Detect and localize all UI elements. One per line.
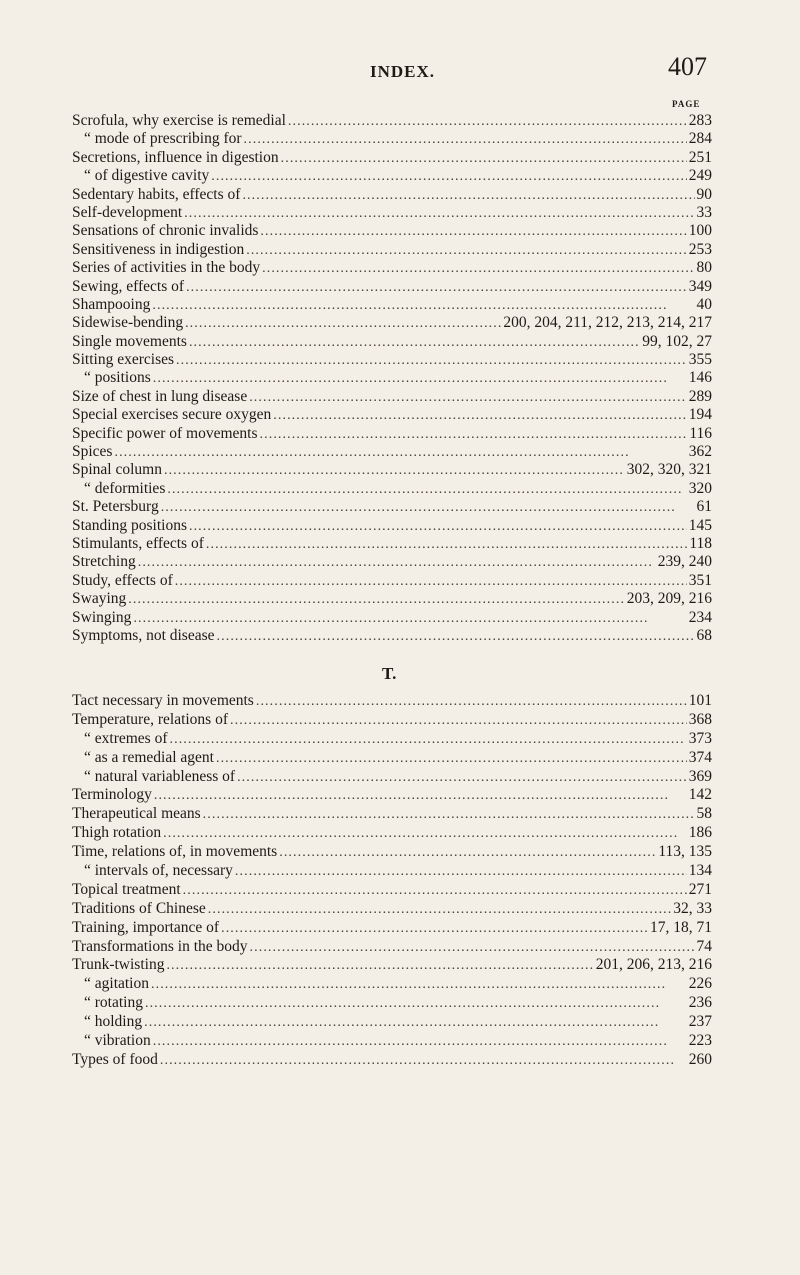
entry-text: “ deformities — [84, 479, 166, 497]
entry-text: Swinging — [72, 608, 132, 626]
entry-pages: 355 — [688, 351, 712, 369]
entry-pages: 369 — [688, 767, 712, 785]
entry-text: Special exercises secure oxygen — [72, 406, 272, 424]
index-entry — [72, 241, 712, 259]
index-entry — [72, 994, 712, 1013]
dot-leader — [166, 956, 593, 975]
dot-leader — [279, 843, 656, 862]
index-entry — [72, 535, 712, 553]
entry-pages: 249 — [688, 167, 712, 185]
entry-text: Stretching — [72, 553, 136, 571]
index-entry — [72, 112, 712, 130]
dot-leader — [153, 1032, 687, 1051]
entry-pages: 68 — [696, 626, 712, 644]
entry-pages: 101 — [688, 692, 712, 709]
index-entry — [72, 862, 712, 881]
entry-text: Terminology — [72, 786, 152, 804]
entry-text: “ vibration — [84, 1032, 151, 1050]
entry-text: Size of chest in lung disease — [72, 387, 248, 405]
entry-pages: 203, 209, 216 — [626, 590, 712, 608]
entry-text: “ holding — [84, 1013, 143, 1031]
entry-text: Self-development — [72, 203, 183, 221]
entry-pages: 223 — [688, 1032, 712, 1050]
index-entry — [72, 278, 712, 296]
entry-pages: 90 — [696, 185, 712, 203]
index-entry — [72, 517, 712, 535]
entry-pages: 194 — [688, 406, 712, 424]
entry-text: Traditions of Chinese — [72, 899, 206, 917]
entry-text: “ extremes of — [84, 729, 168, 747]
dot-leader — [145, 994, 687, 1013]
dot-leader — [216, 749, 687, 768]
dot-leader — [242, 186, 694, 204]
index-section-t — [72, 692, 712, 1070]
dot-leader — [260, 425, 688, 443]
entry-pages: 351 — [688, 571, 712, 589]
dot-leader — [164, 461, 625, 479]
index-entry — [72, 130, 712, 148]
entry-pages: 226 — [688, 975, 712, 993]
entry-pages: 373 — [688, 729, 712, 747]
dot-leader — [154, 786, 687, 805]
index-entry — [72, 627, 712, 645]
dot-leader — [262, 259, 694, 277]
dot-leader — [186, 278, 687, 296]
index-entry — [72, 843, 712, 862]
page-column-label: PAGE — [672, 99, 701, 109]
dot-leader — [144, 1013, 687, 1032]
entry-text: “ positions — [84, 369, 151, 387]
index-entry — [72, 590, 712, 608]
index-entry — [72, 186, 712, 204]
index-entry — [72, 572, 712, 590]
dot-leader — [206, 535, 687, 553]
entry-pages: 134 — [688, 862, 712, 880]
entry-text: Therapeutical means — [72, 805, 201, 823]
entry-pages: 362 — [688, 443, 712, 461]
index-entry — [72, 369, 712, 387]
dot-leader — [237, 768, 687, 787]
dot-leader — [246, 241, 687, 259]
entry-pages: 236 — [688, 994, 712, 1012]
page-number: 407 — [668, 52, 707, 81]
entry-text: Study, effects of — [72, 571, 173, 589]
dot-leader — [138, 553, 656, 571]
index-entry — [72, 461, 712, 479]
index-entry — [72, 824, 712, 843]
entry-pages: 17, 18, 71 — [650, 918, 712, 936]
dot-leader — [152, 296, 694, 314]
dot-leader — [183, 881, 687, 900]
entry-pages: 368 — [688, 710, 712, 728]
entry-text: Sedentary habits, effects of — [72, 185, 241, 203]
entry-pages: 201, 206, 213, 216 — [595, 956, 712, 974]
entry-pages: 320 — [688, 479, 712, 497]
entry-text: Tact necessary in movements — [72, 692, 254, 709]
dot-leader — [176, 351, 687, 369]
entry-pages: 142 — [688, 786, 712, 804]
index-entry — [72, 938, 712, 957]
entry-pages: 33 — [696, 203, 712, 221]
entry-pages: 186 — [688, 824, 712, 842]
index-entry — [72, 1051, 712, 1070]
entry-pages: 283 — [688, 112, 712, 129]
entry-text: Transformations in the body — [72, 937, 248, 955]
entry-pages: 237 — [688, 1013, 712, 1031]
dot-leader — [114, 443, 686, 461]
dot-leader — [211, 167, 687, 185]
entry-pages: 74 — [696, 937, 712, 955]
index-entry — [72, 553, 712, 571]
index-entry — [72, 314, 712, 332]
entry-pages: 302, 320, 321 — [626, 461, 712, 479]
index-entry — [72, 498, 712, 516]
entry-text: Series of activities in the body — [72, 259, 261, 277]
entry-text: “ agitation — [84, 975, 149, 993]
index-entry — [72, 388, 712, 406]
index-entry — [72, 149, 712, 167]
dot-leader — [189, 517, 687, 535]
dot-leader — [167, 480, 686, 498]
entry-text: “ as a remedial agent — [84, 748, 214, 766]
dot-leader — [189, 333, 640, 351]
entry-pages: 200, 204, 211, 212, 213, 214, 217 — [503, 314, 712, 332]
entry-pages: 271 — [688, 880, 712, 898]
entry-pages: 145 — [688, 516, 712, 534]
entry-text: Sidewise-bending — [72, 314, 184, 332]
dot-leader — [260, 222, 686, 240]
entry-text: “ rotating — [84, 994, 143, 1012]
entry-text: Shampooing — [72, 295, 151, 313]
entry-text: Sensations of chronic invalids — [72, 222, 259, 240]
entry-text: Spinal column — [72, 461, 162, 479]
entry-pages: 251 — [688, 148, 712, 166]
dot-leader — [217, 627, 695, 645]
entry-text: Specific power of movements — [72, 424, 258, 442]
entry-pages: 58 — [696, 805, 712, 823]
entry-pages: 40 — [696, 295, 712, 313]
entry-pages: 116 — [689, 424, 712, 442]
entry-text: “ of digestive cavity — [84, 167, 210, 185]
entry-pages: 61 — [696, 498, 712, 516]
entry-text: “ mode of prescribing for — [84, 130, 242, 148]
index-entry — [72, 749, 712, 768]
entry-text: Single movements — [72, 332, 187, 350]
index-section-s — [72, 112, 712, 645]
dot-leader — [163, 824, 687, 843]
dot-leader — [208, 900, 671, 919]
entry-pages: 113, 135 — [658, 843, 712, 861]
dot-leader — [230, 711, 687, 730]
index-entry — [72, 480, 712, 498]
dot-leader — [221, 919, 648, 938]
index-entry — [72, 167, 712, 185]
entry-pages: 234 — [688, 608, 712, 626]
index-entry — [72, 296, 712, 314]
entry-text: Stimulants, effects of — [72, 534, 204, 552]
index-entry — [72, 425, 712, 443]
index-entry — [72, 786, 712, 805]
dot-leader — [250, 938, 695, 957]
dot-leader — [170, 730, 687, 749]
index-entry — [72, 956, 712, 975]
entry-text: Symptoms, not disease — [72, 626, 215, 644]
entry-text: Sewing, effects of — [72, 277, 185, 295]
dot-leader — [281, 149, 687, 167]
entry-text: Standing positions — [72, 516, 187, 534]
index-entry — [72, 351, 712, 369]
entry-pages: 80 — [696, 259, 712, 277]
index-entry — [72, 333, 712, 351]
entry-text: Swaying — [72, 590, 127, 608]
index-entry — [72, 805, 712, 824]
dot-leader — [256, 692, 687, 711]
entry-text: Temperature, relations of — [72, 710, 228, 728]
index-entry — [72, 711, 712, 730]
dot-leader — [185, 314, 501, 332]
index-entry — [72, 204, 712, 222]
entry-text: Spices — [72, 443, 113, 461]
section-heading-t: T. — [382, 664, 397, 683]
dot-leader — [153, 369, 687, 387]
dot-leader — [184, 204, 694, 222]
entry-pages: 253 — [688, 240, 712, 258]
entry-text: Types of food — [72, 1050, 158, 1068]
entry-pages: 32, 33 — [673, 899, 712, 917]
index-entry — [72, 768, 712, 787]
index-entry — [72, 1013, 712, 1032]
entry-text: Sitting exercises — [72, 351, 175, 369]
entry-pages: 99, 102, 27 — [642, 332, 712, 350]
index-entry — [72, 443, 712, 461]
entry-text: Topical treatment — [72, 880, 181, 898]
index-entry — [72, 406, 712, 424]
entry-pages: 289 — [688, 387, 712, 405]
dot-leader — [133, 609, 686, 627]
entry-pages: 284 — [688, 130, 712, 148]
entry-text: Sensitiveness in indigestion — [72, 240, 245, 258]
index-entry — [72, 609, 712, 627]
dot-leader — [151, 975, 687, 994]
dot-leader — [175, 572, 687, 590]
entry-pages: 239, 240 — [657, 553, 712, 571]
entry-text: St. Petersburg — [72, 498, 159, 516]
running-head: INDEX. — [370, 62, 436, 81]
entry-pages: 146 — [688, 369, 712, 387]
index-entry — [72, 692, 712, 711]
dot-leader — [203, 805, 695, 824]
entry-text: Trunk-twisting — [72, 956, 165, 974]
entry-pages: 349 — [688, 277, 712, 295]
index-entry — [72, 259, 712, 277]
entry-text: Scrofula, why exercise is remedial — [72, 112, 286, 129]
index-entry — [72, 919, 712, 938]
entry-text: Secretions, influence in digestion — [72, 148, 279, 166]
index-entry — [72, 730, 712, 749]
entry-pages: 100 — [688, 222, 712, 240]
entry-text: Time, relations of, in movements — [72, 843, 278, 861]
dot-leader — [249, 388, 687, 406]
dot-leader — [235, 862, 687, 881]
dot-leader — [160, 1051, 687, 1070]
dot-leader — [273, 406, 686, 424]
index-entry — [72, 975, 712, 994]
entry-text: Thigh rotation — [72, 824, 162, 842]
entry-pages: 374 — [688, 748, 712, 766]
dot-leader — [161, 498, 695, 516]
entry-text: Training, importance of — [72, 918, 220, 936]
entry-pages: 118 — [689, 534, 712, 552]
entry-text: “ intervals of, necessary — [84, 862, 233, 880]
dot-leader — [288, 112, 687, 130]
dot-leader — [244, 130, 687, 148]
index-entry — [72, 222, 712, 240]
dot-leader — [128, 590, 625, 608]
entry-pages: 260 — [688, 1050, 712, 1068]
index-entry — [72, 881, 712, 900]
entry-text: “ natural variableness of — [84, 767, 236, 785]
index-entry — [72, 900, 712, 919]
index-entry — [72, 1032, 712, 1051]
